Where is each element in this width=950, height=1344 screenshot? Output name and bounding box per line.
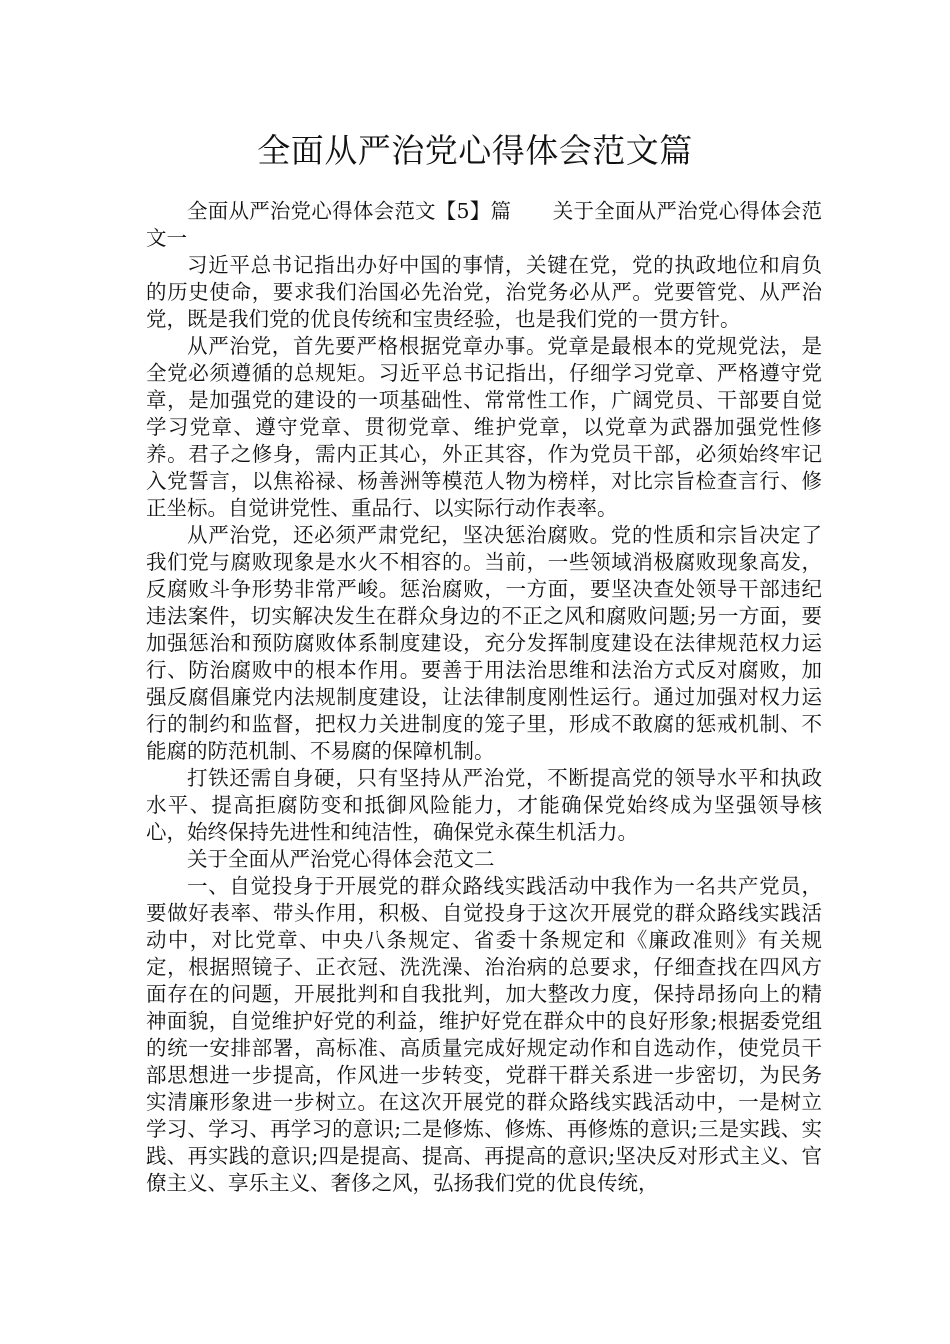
- section-heading: 关于全面从严治党心得体会范文二: [187, 847, 495, 871]
- paragraph: 打铁还需自身硬，只有坚持从严治党，不断提高党的领导水平和执政水平、提高拒腐防变和抵御风险能力，才能确保党始终成为坚强领导核心，始终保持先进性和纯洁性，确保党永葆生机活力。: [146, 766, 822, 844]
- paragraph: 从严治党，还必须严肃党纪，坚决惩治腐败。党的性质和宗旨决定了我们党与腐败现象是水火不相容的。当前，一些领域消极腐败现象高发，反腐败斗争形势非常严峻。惩治腐败，一方面，要坚决查处领导干部违纪违法案件，切实解决发生在群众身边的不正之风和腐败问题;另一方面，要加强惩治和预防腐败体系制度建设，充分发挥制度建设在法律规范权力运行、防治腐败中的根本作用。要善于用法治思维和法治方式反对腐败，加强反腐倡廉党内法规制度建设，让法律制度刚性运行。通过加强对权力运行的制约和监督，把权力关进制度的笼子里，形成不敢腐的惩戒机制、不能腐的防范机制、不易腐的保障机制。: [146, 523, 822, 763]
- document-title: 全面从严治党心得体会范文篇: [257, 131, 693, 170]
- paragraph: 一、自觉投身于开展党的群众路线实践活动中我作为一名共产党员，要做好表率、带头作用，积极、自觉投身于这次开展党的群众路线实践活动中，对比党章、中央八条规定、省委十条规定和《廉政准则》有关规定，根据照镜子、正衣冠、洗洗澡、治治病的总要求，仔细查找在四风方面存在的问题，开展批判和自我批判，加大整改力度，保持昂扬向上的精神面貌，自觉维护好党的利益，维护好党在群众中的良好形象;根据委党组的统一安排部署，高标准、高质量完成好规定动作和自选动作，使党员干部思想进一步提高，作风进一步转变，党群干群关系进一步密切，为民务实清廉形象进一步树立。在这次开展党的群众路线实践活动中，一是树立学习、学习、再学习的意识;二是修炼、修炼、再修炼的意识;三是实践、实践、再实践的意识;四是提高、提高、再提高的意识;坚决反对形式主义、官僚主义、享乐主义、奢侈之风，弘扬我们党的优良传统，: [146, 874, 822, 1195]
- paragraph: 从严治党，首先要严格根据党章办事。党章是最根本的党规党法，是全党必须遵循的总规矩。习近平总书记指出，仔细学习党章、严格遵守党章，是加强党的建设的一项基础性、常常性工作，广阔党员、干部要自觉学习党章、遵守党章、贯彻党章、维护党章，以党章为武器加强党性修养。君子之修身，需内正其心，外正其容，作为党员干部，必须始终牢记入党誓言，以焦裕禄、杨善洲等模范人物为榜样，对比宗旨检查言行、修正坐标。自觉讲党性、重品行、以实际行动作表率。: [146, 334, 822, 520]
- document-body: [146, 198, 822, 1197]
- paragraph: 习近平总书记指出办好中国的事情，关键在党，党的执政地位和肩负的历史使命，要求我们治国必先治党，治党务必从严。党要管党、从严治党，既是我们党的优良传统和宝贵经验，也是我们党的一贯方针。: [146, 253, 822, 331]
- paragraph-heading-intro: 全面从严治党心得体会范文【5】篇 关于全面从严治党心得体会范文一: [146, 199, 822, 250]
